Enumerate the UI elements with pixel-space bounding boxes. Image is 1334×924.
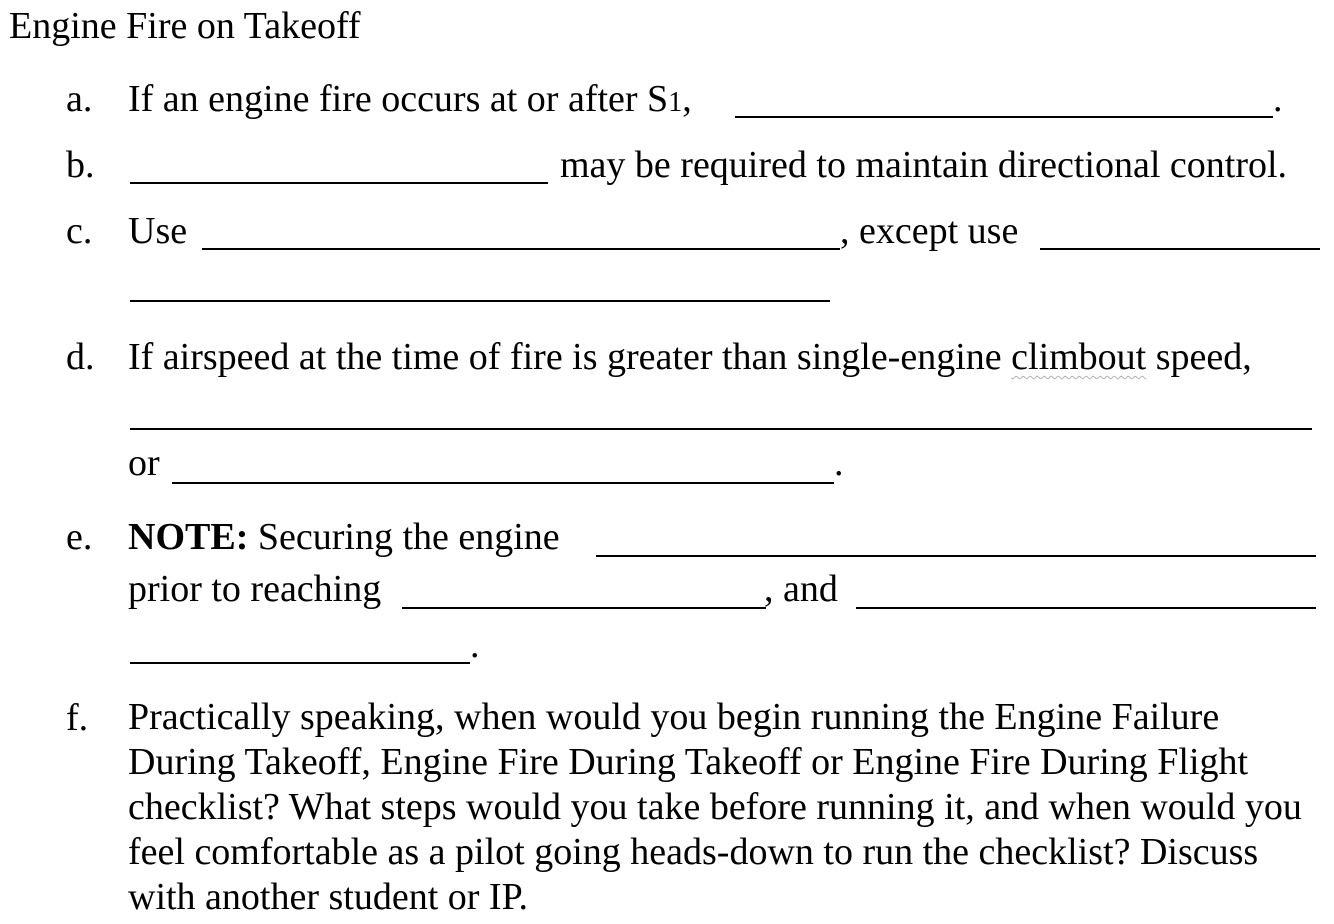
item-d-blank-2[interactable]	[172, 482, 834, 484]
item-c-blank-1[interactable]	[202, 248, 840, 250]
item-a-text-before: If an engine fire occurs at or after S	[128, 78, 669, 120]
item-a-end: .	[1273, 78, 1283, 120]
item-e-blank-3[interactable]	[856, 607, 1316, 609]
page-title: Engine Fire on Takeoff	[9, 5, 361, 47]
item-d-end: .	[834, 442, 844, 484]
item-d-squiggle-word: climbout	[1011, 336, 1147, 378]
item-d-or-label: or	[128, 442, 160, 484]
item-e-line2-before: prior to reaching	[128, 568, 382, 610]
item-a-text	[128, 76, 692, 126]
item-e-blank-1[interactable]	[596, 555, 1316, 557]
item-a-text-after: ,	[682, 78, 692, 120]
item-e-note-label: NOTE:	[128, 516, 249, 558]
item-c-middle: , except use	[840, 210, 1019, 252]
item-b-blank[interactable]	[130, 182, 548, 184]
item-e-end: .	[470, 624, 480, 666]
item-e-line2-middle: , and	[764, 568, 838, 610]
item-d-text-after: speed,	[1146, 336, 1252, 378]
item-f-text: Practically speaking, when would you begin running the Engine Failure During Takeoff, Engine Fire During Takeoff or Engine Fire During Flight checklist? What steps would you take before running it, and when would you feel comfortable as a pilot going heads-down to run the checklist? Discuss with another student or IP.	[128, 696, 1302, 918]
item-e-blank-2[interactable]	[402, 607, 766, 609]
item-a-letter: a.	[66, 78, 93, 120]
item-b-text-after: may be required to maintain directional control.	[560, 144, 1288, 186]
item-d-letter: d.	[66, 336, 95, 378]
item-e-blank-4[interactable]	[130, 662, 470, 664]
item-c-blank-2[interactable]	[1040, 248, 1320, 250]
item-e-letter: e.	[66, 516, 93, 558]
item-a-subscript: 1	[668, 87, 683, 118]
item-c-letter: c.	[66, 210, 93, 252]
item-d-text	[128, 334, 1252, 380]
item-d-blank-1[interactable]	[130, 428, 1312, 430]
item-e-text	[128, 514, 560, 560]
item-a-blank[interactable]	[735, 116, 1273, 118]
item-c-blank-3[interactable]	[130, 300, 830, 302]
item-c-text-before: Use	[128, 210, 188, 252]
item-f-letter: f.	[66, 697, 89, 739]
item-d-text-before: If airspeed at the time of fire is greater than single-engine	[128, 336, 1012, 378]
item-b-letter: b.	[66, 144, 95, 186]
item-e-text-before: Securing the engine	[248, 516, 560, 558]
